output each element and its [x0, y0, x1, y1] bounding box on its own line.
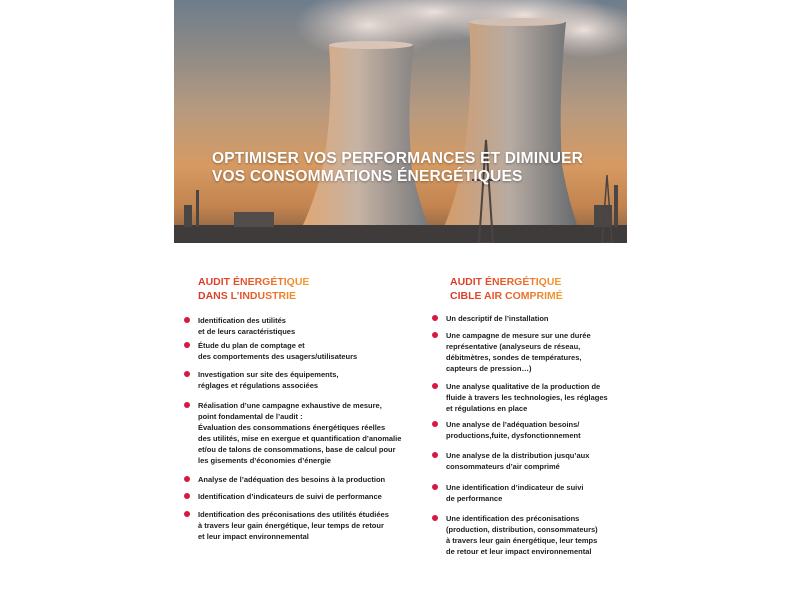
list-item-text: à travers leur gain énergétique, leur temps	[446, 536, 598, 545]
right-column-title-line: AUDIT ÉNERGÉTIQUE	[450, 276, 562, 288]
list-item	[198, 509, 389, 542]
bullet-icon	[432, 332, 438, 338]
list-item-text: Identification d’indicateurs de suivi de performance	[198, 492, 382, 501]
list-item-text: Identification des utilités	[198, 316, 286, 325]
list-item-text: Identification des préconisations des utilités étudiées	[198, 510, 389, 519]
right-column-title-line: CIBLE AIR COMPRIMÉ	[450, 290, 563, 302]
list-item-text: représentative (analyseurs de réseau,	[446, 342, 581, 351]
list-item	[446, 330, 591, 374]
list-item-text: Une identification des préconisations	[446, 514, 580, 523]
list-item-text: Étude du plan de comptage et	[198, 341, 305, 350]
list-item-text: (production, distribution, consommateurs)	[446, 525, 598, 534]
list-item	[446, 313, 549, 324]
list-item-text: Une analyse qualitative de la production de	[446, 382, 601, 391]
list-item	[446, 450, 589, 472]
list-item-text: capteurs de pression…)	[446, 364, 532, 373]
list-item	[446, 513, 598, 557]
list-item-text: réglages et régulations associées	[198, 381, 319, 390]
list-item-text: Une campagne de mesure sur une durée	[446, 331, 591, 340]
left-column-title-line: AUDIT ÉNERGÉTIQUE	[198, 276, 310, 288]
right-column-title	[450, 275, 563, 303]
list-item	[198, 340, 357, 362]
list-item-text: les gisements d’économies d’énergie	[198, 456, 331, 465]
list-item	[446, 381, 608, 414]
left-column-title-line: DANS L’INDUSTRIE	[198, 290, 297, 302]
bullet-icon	[184, 317, 190, 323]
list-item-text: Investigation sur site des équipements,	[198, 370, 339, 379]
bullet-icon	[432, 383, 438, 389]
bullet-icon	[184, 402, 190, 408]
list-item-text: Un descriptif de l’installation	[446, 314, 549, 323]
list-item-text: et de leurs caractéristiques	[198, 327, 296, 336]
bullet-icon	[432, 484, 438, 490]
list-item	[198, 400, 401, 466]
hero-image	[174, 0, 627, 243]
list-item-text: Une analyse de la distribution jusqu’aux	[446, 451, 590, 460]
list-item-text: et/ou de talons de consommations, base de calcul pour	[198, 445, 396, 454]
left-column-title	[198, 275, 309, 303]
list-item-text: productions,fuite, dysfonctionnement	[446, 431, 581, 440]
list-item	[198, 315, 295, 337]
bullet-icon	[432, 452, 438, 458]
list-item-text: fluide à travers les technologies, les réglages	[446, 393, 608, 402]
list-item-text: point fondamental de l’audit :	[198, 412, 303, 421]
bullet-icon	[184, 511, 190, 517]
list-item-text: Réalisation d’une campagne exhaustive de mesure,	[198, 401, 382, 410]
hero-title	[212, 150, 622, 186]
list-item	[446, 419, 581, 441]
list-item	[198, 491, 382, 502]
list-item-text: à travers leur gain énergétique, leur temps de retour	[198, 521, 384, 530]
cooling-towers-illustration	[174, 0, 627, 243]
bullet-icon	[184, 476, 190, 482]
list-item-text: Une identification d’indicateur de suivi	[446, 483, 584, 492]
list-item-text: consommateurs d’air comprimé	[446, 462, 560, 471]
list-item-text: débitmètres, sondes de températures,	[446, 353, 582, 362]
bullet-icon	[432, 315, 438, 321]
list-item-text: Analyse de l’adéquation des besoins à la production	[198, 475, 386, 484]
list-item-text: de retour et leur impact environnemental	[446, 547, 592, 556]
bullet-icon	[184, 342, 190, 348]
bullet-icon	[184, 371, 190, 377]
list-item	[198, 369, 338, 391]
bullet-icon	[432, 421, 438, 427]
list-item-text: des utilités, mise en exergue et quantification d’anomalie	[198, 434, 402, 443]
list-item-text: Une analyse de l’adéquation besoins/	[446, 420, 580, 429]
hero-title-line: OPTIMISER VOS PERFORMANCES ET DIMINUER	[212, 150, 584, 167]
list-item	[198, 474, 385, 485]
hero-title-line: VOS CONSOMMATIONS ÉNERGÉTIQUES	[212, 168, 523, 185]
list-item	[446, 482, 584, 504]
list-item-text: et leur impact environnemental	[198, 532, 309, 541]
list-item-text: Évaluation des consommations énergétiques réelles	[198, 423, 386, 432]
bullet-icon	[432, 515, 438, 521]
bullet-icon	[184, 493, 190, 499]
list-item-text: des comportements des usagers/utilisateurs	[198, 352, 358, 361]
list-item-text: de performance	[446, 494, 503, 503]
list-item-text: et régulations en place	[446, 404, 528, 413]
